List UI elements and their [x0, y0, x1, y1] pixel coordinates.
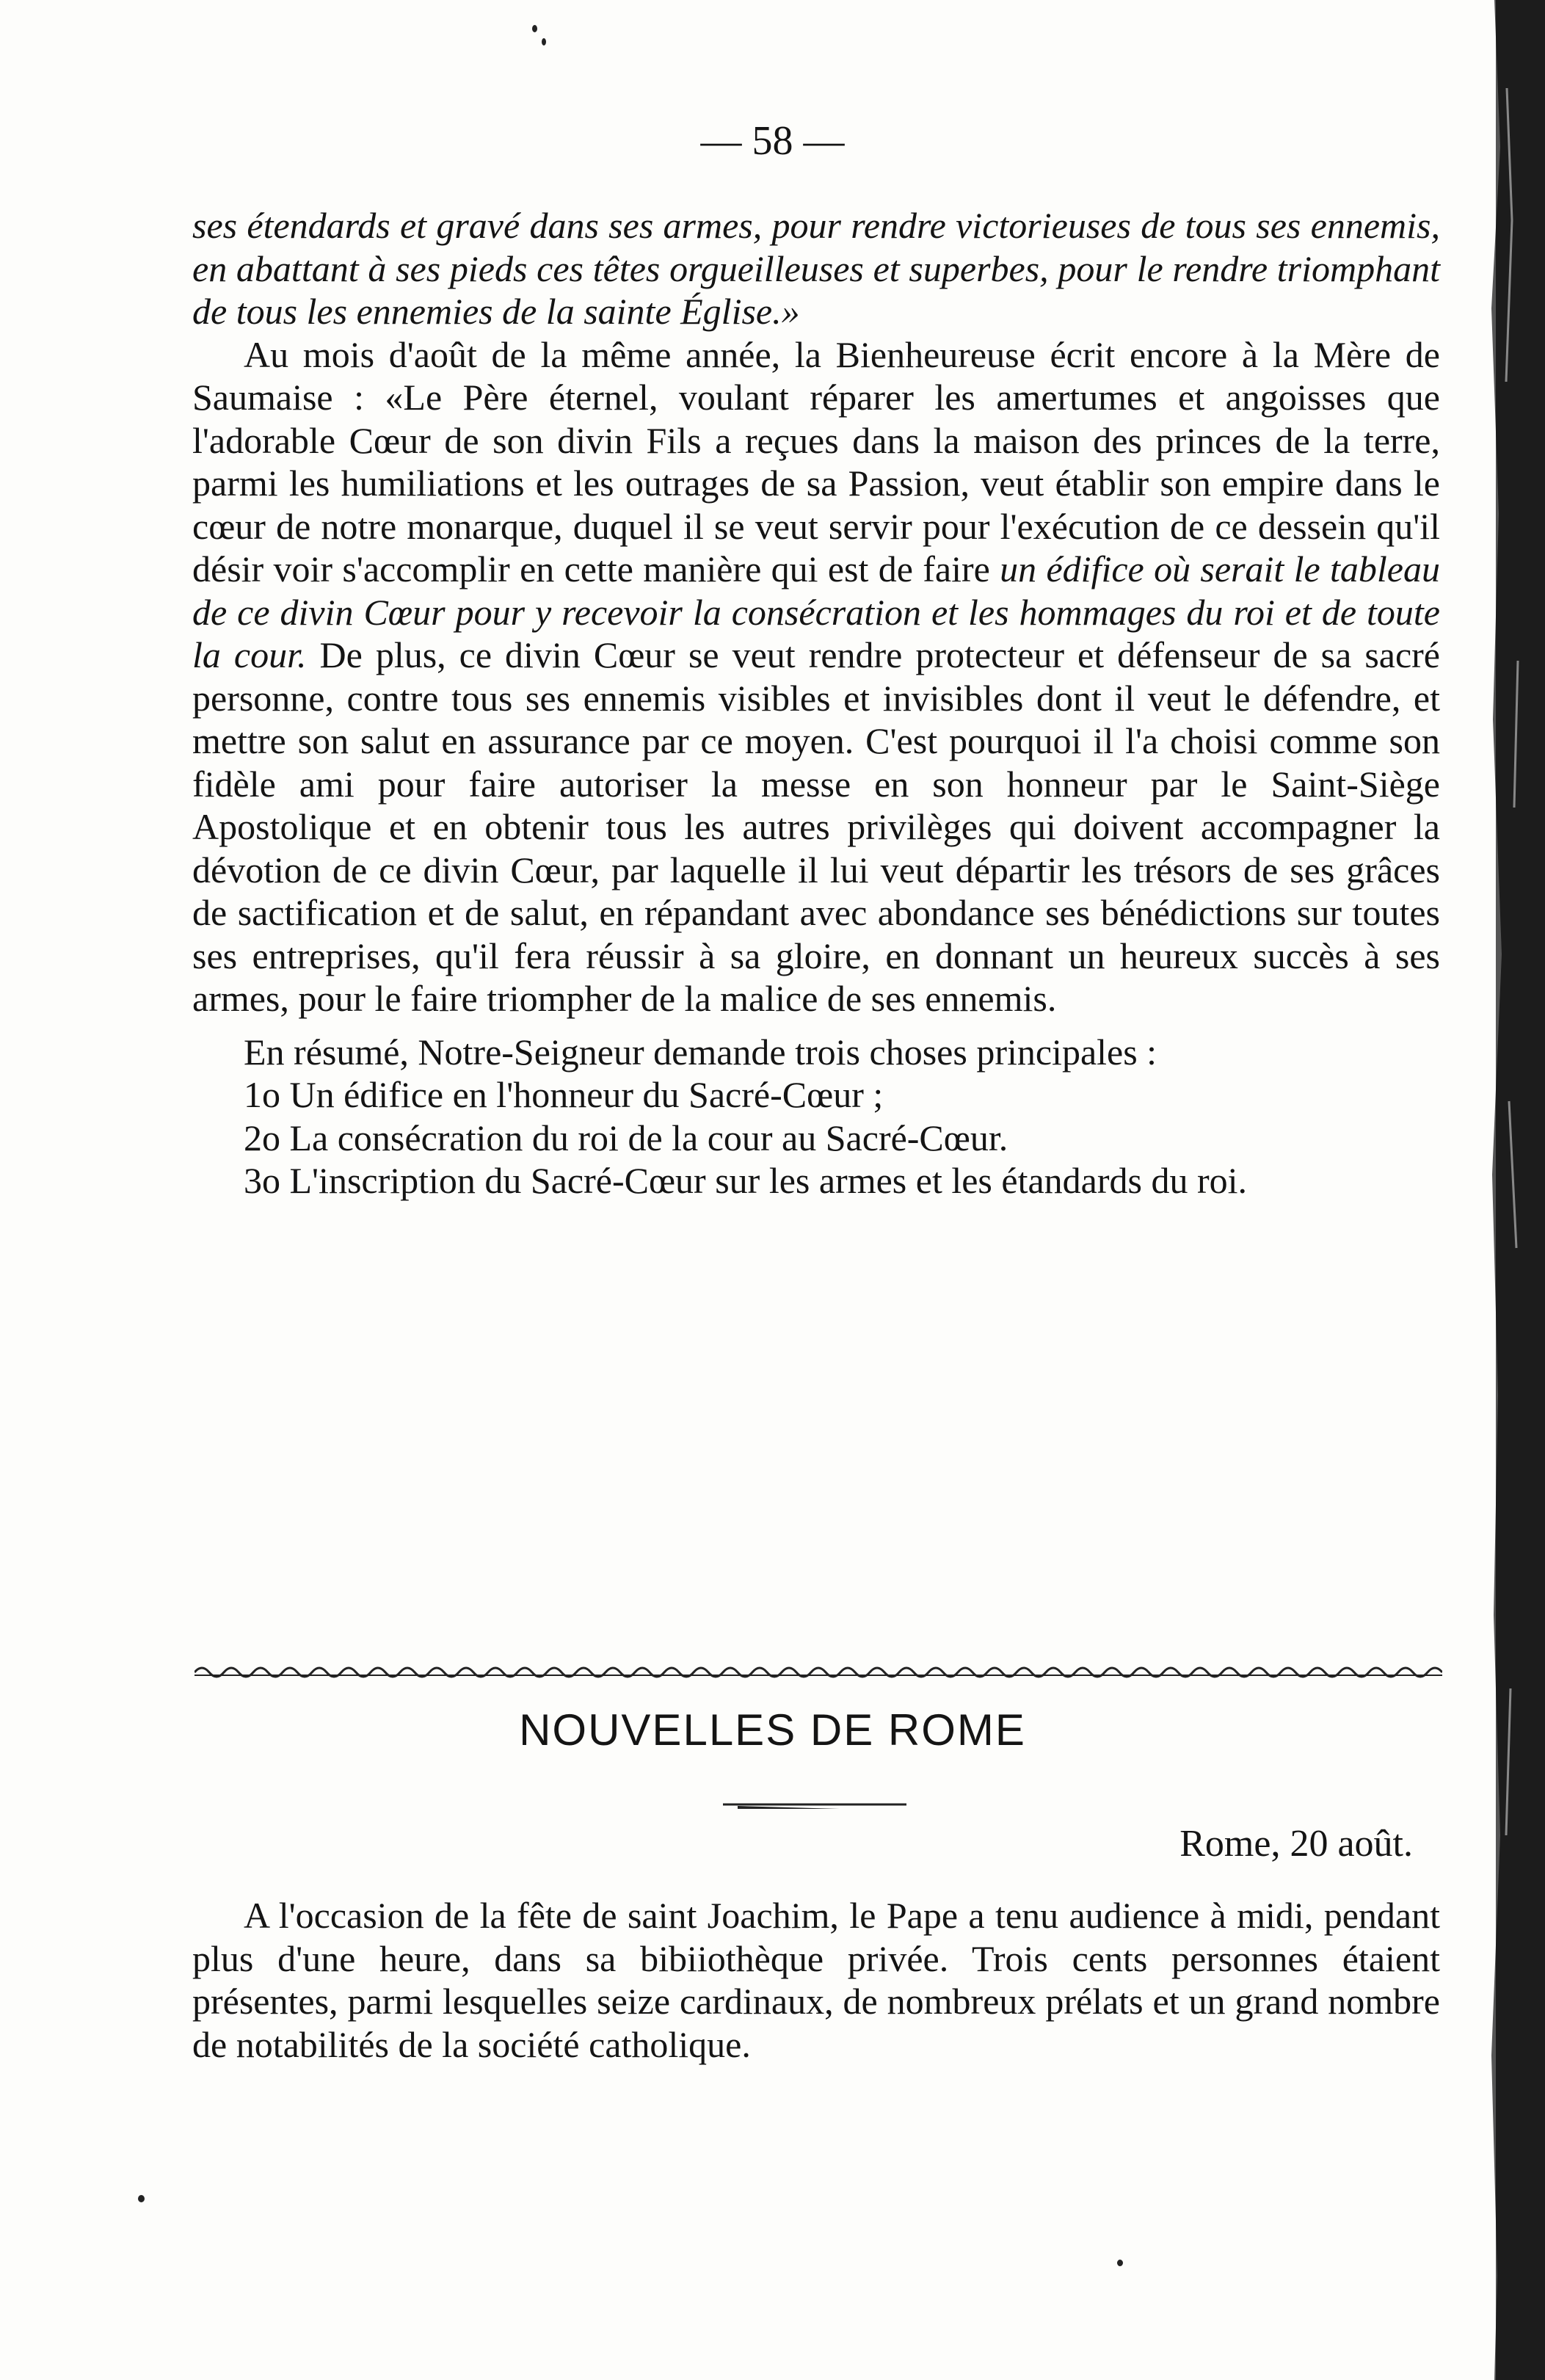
- dateline: Rome, 20 août.: [1179, 1823, 1413, 1865]
- letter-paragraph: [192, 333, 1440, 1020]
- heading-rule: [723, 1800, 906, 1812]
- ornamental-separator: [195, 1661, 1442, 1678]
- letter-paragraph-italic: un édifice où serait le tableau de ce divin Cœur pour y recevoir la consécration et les hommages du roi et de toute la cour.: [192, 548, 1440, 675]
- upper-text-block: [192, 204, 1440, 1202]
- quote-paragraph: ses étendards et gravé dans ses armes, pour rendre victorieuses de tous ses ennemis, en abattant à ses pieds ces têtes orgueilleuses et superbes, pour le rendre triomphant de tous les ennemies de la sainte Église.»: [192, 205, 1440, 332]
- scan-speck: [138, 2195, 145, 2202]
- lower-text-block: [192, 1894, 1440, 2066]
- list-item-1: 1o Un édifice en l'honneur du Sacré-Cœur ;: [244, 1074, 884, 1115]
- scan-border: [1474, 0, 1545, 2380]
- summary-line: En résumé, Notre-Seigneur demande trois choses principales :: [244, 1031, 1157, 1073]
- page-number: — 58 —: [700, 118, 845, 164]
- scan-speck: [1117, 2260, 1123, 2266]
- list-item-3: 3o L'inscription du Sacré-Cœur sur les armes et les étandards du roi.: [244, 1160, 1247, 1201]
- section-heading: NOUVELLES DE ROME: [519, 1705, 1026, 1755]
- list-item-2: 2o La consécration du roi de la cour au Sacré-Cœur.: [244, 1117, 1008, 1158]
- news-paragraph: A l'occasion de la fête de saint Joachim, le Pape a tenu audience à midi, pendant plus d'une heure, dans sa bibiiothèque privée. Trois cents personnes étaient présentes, parmi lesquelles seize cardinaux, de nombreux prélats et un grand nombre de notabilités de la société catholique.: [192, 1895, 1440, 2065]
- letter-paragraph-start: Au mois d'août de la même année, la Bienheureuse écrit encore à la Mère de Saumaise : «Le Père éternel, voulant réparer les amertumes et angoisses que l'adorable Cœur de son divin Fils a reçues dans la maison des princes de la terre, parmi les humiliations et les outrages de sa Passion, veut établir son empire dans le cœur de notre monarque, duquel il se veut servir pour l'exécution de ce dessein qu'il désir voir s'accomplir en cette manière qui est de faire: [192, 333, 1440, 589]
- scan-speck: [542, 38, 546, 46]
- letter-paragraph-end: De plus, ce divin Cœur se veut rendre protecteur et défenseur de sa sacré personne, contre tous ses ennemis visibles et invisibles dont il veut le défendre, et mettre son salut en assurance par ce moyen. C'est pourquoi il l'a choisi comme son fidèle ami pour faire autoriser la messe en son honneur par le Saint-Siège Apostolique et en obtenir tous les autres privilèges qui doivent accompagner la dévotion de ce divin Cœur, par laquelle il lui veut départir les trésors de ses grâces de sactification et de salut, en répandant avec abondance ses bénédictions sur toutes ses entreprises, qu'il fera réussir à sa gloire, en donnant un heureux succès à ses armes, pour le faire triompher de la malice de ses ennemis.: [192, 634, 1441, 1019]
- scan-speck: [532, 25, 537, 32]
